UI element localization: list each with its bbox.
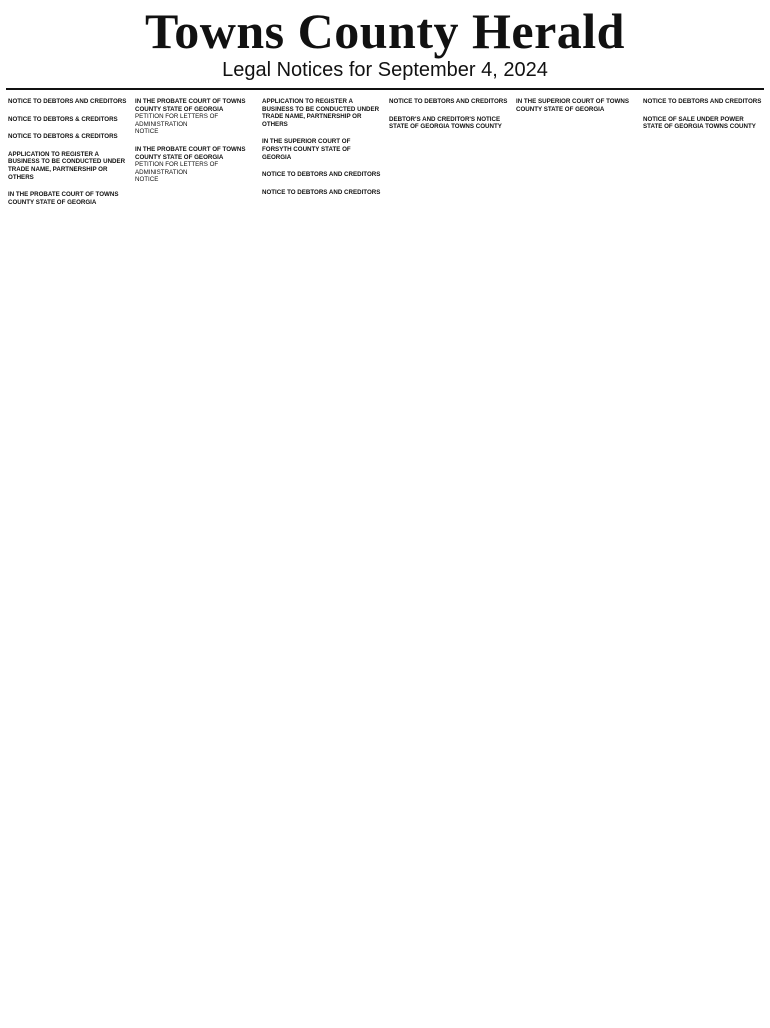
- legal-notice: [8, 191, 127, 206]
- notice-column: [643, 98, 762, 1020]
- notice-column: [389, 98, 508, 1020]
- notice-text: NOTICE: [135, 128, 159, 136]
- notice-column: [8, 98, 127, 1020]
- notice-title: NOTICE TO DEBTORS AND CREDITORS: [8, 98, 127, 105]
- legal-notice: [262, 98, 381, 128]
- notice-title: IN THE SUPERIOR COURT OF TOWNS COUNTY STATE OF GEORGIA: [516, 98, 629, 113]
- legal-notice: [8, 133, 127, 141]
- notice-column: [516, 98, 635, 1020]
- notice-title: NOTICE TO DEBTORS AND CREDITORS: [389, 98, 508, 105]
- notice-title: NOTICE TO DEBTORS AND CREDITORS: [262, 171, 381, 179]
- notice-title: NOTICE OF SALE UNDER POWER STATE OF GEORGIA TOWNS COUNTY: [643, 115, 756, 131]
- legal-notice: [8, 151, 127, 181]
- notice-columns: [0, 90, 770, 1020]
- legal-notice: [8, 116, 127, 124]
- notice-title: IN THE PROBATE COURT OF TOWNS COUNTY STATE OF GEORGIA: [135, 98, 246, 113]
- notice-title: APPLICATION TO REGISTER A BUSINESS TO BE CONDUCTED UNDER TRADE NAME, PARTNERSHIP OR OTHERS: [8, 150, 126, 181]
- notice-title: NOTICE TO DEBTORS AND CREDITORS: [643, 98, 762, 105]
- legal-notice: [389, 116, 508, 131]
- legal-notice: [643, 98, 762, 106]
- page: [0, 4, 770, 1020]
- legal-notice: [516, 98, 635, 113]
- notice-text: NOTICE: [135, 176, 159, 184]
- masthead: Towns County Herald: [145, 3, 625, 59]
- notice-title: NOTICE TO DEBTORS & CREDITORS: [8, 133, 118, 141]
- legal-notice: [135, 98, 254, 136]
- legal-notice: [262, 138, 381, 161]
- notice-column: [262, 98, 381, 1020]
- notice-title: APPLICATION TO REGISTER A BUSINESS TO BE CONDUCTED UNDER TRADE NAME, PARTNERSHIP OR OTHERS: [262, 98, 380, 128]
- notice-column: [135, 98, 254, 1020]
- legal-notice: [8, 98, 127, 106]
- notice-title: IN THE PROBATE COURT OF TOWNS COUNTY STATE OF GEORGIA: [8, 191, 119, 206]
- notice-title: IN THE SUPERIOR COURT OF FORSYTH COUNTY STATE OF GEORGIA: [262, 138, 351, 161]
- notice-title: NOTICE TO DEBTORS AND CREDITORS: [262, 188, 381, 196]
- notice-text: PETITION FOR LETTERS OF ADMINISTRATION: [135, 161, 219, 176]
- legal-notice: [135, 146, 254, 184]
- notice-text: PETITION FOR LETTERS OF ADMINISTRATION: [135, 113, 219, 128]
- legal-notice: [389, 98, 508, 106]
- notice-title: NOTICE TO DEBTORS & CREDITORS: [8, 115, 118, 123]
- notice-title: DEBTOR'S AND CREDITOR'S NOTICE STATE OF GEORGIA TOWNS COUNTY: [389, 115, 502, 131]
- legal-notice: [262, 171, 381, 179]
- page-title: Legal Notices for September 4, 2024: [6, 58, 764, 90]
- legal-notice: [262, 189, 381, 197]
- legal-notice: [643, 116, 762, 131]
- notice-title: IN THE PROBATE COURT OF TOWNS COUNTY STATE OF GEORGIA: [135, 145, 246, 161]
